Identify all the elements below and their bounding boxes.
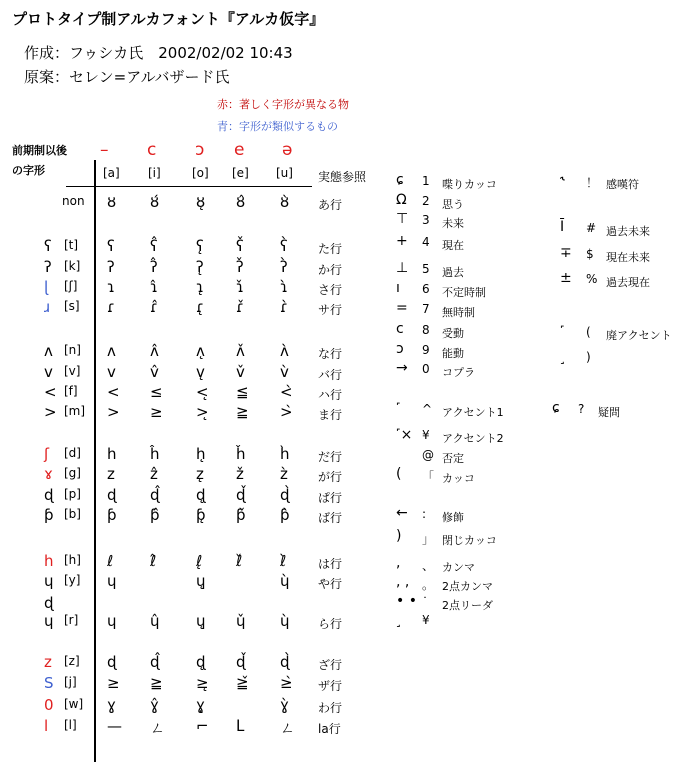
table-cell-glyph: ɖ̌: [236, 486, 246, 504]
legend-text: カンマ: [442, 561, 475, 574]
table-vertical-rule: [94, 160, 96, 762]
table-cell-glyph: h̀: [280, 445, 290, 463]
header-label-1: 前期制以後: [12, 144, 67, 157]
legend-glyph: ɕ: [396, 172, 404, 188]
table-cell-glyph: ɥ: [107, 572, 117, 590]
table-cell-glyph: ɥ: [107, 612, 117, 630]
row-label: [n]: [64, 343, 81, 357]
row-reference: は行: [318, 557, 343, 571]
old-glyph: S: [44, 674, 54, 692]
table-cell-glyph: ʕ̀: [280, 237, 288, 255]
legend-symbol: 。: [422, 578, 435, 592]
table-cell-glyph: ɿ̂: [150, 278, 158, 296]
legend-symbol: 」: [422, 532, 435, 546]
table-cell-glyph: z̀: [280, 465, 288, 483]
table-cell-glyph: ɾ̀: [280, 298, 288, 316]
old-glyph: ʃ: [44, 445, 50, 463]
legend-glyph: ˹×: [396, 427, 413, 443]
table-cell-glyph: ℓ̌: [236, 552, 243, 570]
legend-glyph: ⊤: [396, 211, 409, 227]
table-cell-glyph: ≥: [107, 674, 120, 692]
table-cell-glyph: <̀: [280, 383, 293, 401]
legend-symbol: 0: [422, 362, 430, 376]
table-cell-glyph: ɥ̂: [150, 612, 160, 630]
row-label: non: [62, 194, 85, 208]
note-red: 赤：著しく字形が異なる物: [217, 98, 349, 111]
legend-text: 能動: [442, 347, 464, 360]
legend-glyph: Ī: [560, 219, 565, 235]
table-cell-glyph: ɿ̨: [196, 278, 204, 296]
table-cell-glyph: ɿ̌: [236, 278, 244, 296]
table-cell-glyph: ɖ̌: [236, 653, 246, 671]
table-cell-glyph: ɖ̀: [280, 653, 290, 671]
table-cell-glyph: ≧: [150, 674, 163, 692]
row-reference: ぱ行: [318, 491, 343, 505]
legend-text: 未来: [442, 217, 464, 230]
legend-symbol: #: [586, 221, 597, 235]
table-cell-glyph: ⌐: [196, 717, 209, 735]
table-cell-glyph: ɣ: [107, 696, 116, 714]
legend-symbol: %: [586, 272, 598, 286]
table-cell-glyph: ʌ̀: [280, 342, 289, 360]
old-glyph: h: [44, 552, 54, 570]
old-glyph: l: [44, 717, 49, 735]
table-cell-glyph: ʔ̌: [236, 258, 244, 276]
table-cell-glyph: ɣ̨: [196, 696, 205, 714]
table-cell-glyph: ĥ: [150, 445, 160, 463]
table-cell-glyph: ȣ̀: [280, 193, 290, 211]
table-cell-glyph: v̨: [196, 363, 205, 381]
reference-header: 実態参照: [318, 170, 367, 184]
table-cell-glyph: h̨: [196, 445, 206, 463]
table-cell-glyph: ɖ̀: [280, 486, 290, 504]
row-reference: わ行: [318, 701, 343, 715]
row-label: [k]: [64, 259, 81, 273]
table-cell-glyph: ℓ̂: [150, 552, 157, 570]
legend-symbol: 「: [422, 470, 435, 484]
row-reference: だ行: [318, 450, 343, 464]
row-reference: ハ行: [318, 388, 343, 402]
legend-text: 廃アクセント: [606, 329, 672, 342]
table-cell-glyph: z: [107, 465, 115, 483]
table-cell-glyph: ʕ: [107, 237, 115, 255]
legend-symbol: 8: [422, 323, 430, 337]
row-label: [m]: [64, 404, 86, 418]
table-cell-glyph: ≥̀: [280, 674, 293, 692]
table-cell-glyph: ʔ̂: [150, 258, 158, 276]
table-cell-glyph: ɾ̌: [236, 298, 244, 316]
vowel-label-o: [o]: [192, 166, 209, 180]
row-reference: サ行: [318, 303, 343, 317]
old-glyph: <: [44, 383, 57, 401]
legend-symbol: 3: [422, 213, 430, 227]
legend-glyph: ɕ: [552, 400, 560, 416]
row-label: [j]: [64, 675, 77, 689]
legend-glyph: ˼: [396, 612, 401, 628]
legend-glyph: ı: [396, 280, 400, 296]
table-cell-glyph: ɖ: [107, 486, 117, 504]
table-cell-glyph: ≧: [236, 403, 249, 421]
row-label: [s]: [64, 299, 80, 313]
vowel-glyph-e: e: [234, 140, 245, 160]
old-glyph: ʕ: [44, 237, 52, 255]
table-cell-glyph: ≧̌: [236, 674, 249, 692]
table-cell-glyph: ȣ̨: [196, 193, 206, 211]
table-cell-glyph: ≤: [150, 383, 163, 401]
legend-text: 修飾: [442, 511, 464, 524]
table-cell-glyph: ž: [236, 465, 244, 483]
legend-symbol: @: [422, 448, 434, 462]
legend-glyph: =: [396, 300, 408, 316]
legend-text: 過去未来: [606, 225, 650, 238]
legend-text: 過去現在: [606, 276, 650, 289]
row-label: [f]: [64, 384, 78, 398]
row-label: [w]: [64, 697, 84, 711]
table-cell-glyph: ȣ́: [150, 193, 160, 211]
old-glyph: ɹ: [44, 298, 51, 316]
row-label: [b]: [64, 507, 81, 521]
legend-text: 閉じカッコ: [442, 534, 497, 547]
note-blue: 青：字形が類似するもの: [217, 120, 338, 133]
legend-text: 受動: [442, 327, 464, 340]
table-cell-glyph: ʔ̨: [196, 258, 204, 276]
table-cell-glyph: ʌ̂: [150, 342, 159, 360]
legend-glyph: ): [396, 528, 402, 544]
vowel-glyph-i: c: [147, 140, 157, 160]
row-label: [r]: [64, 613, 79, 627]
vowel-glyph-u: ə: [282, 140, 293, 160]
row-label: [h]: [64, 553, 81, 567]
row-label: [d]: [64, 446, 81, 460]
table-cell-glyph: ɖ̨: [196, 653, 206, 671]
legend-text: コプラ: [442, 366, 475, 379]
legend-glyph: ⊥: [396, 260, 409, 276]
table-cell-glyph: ʌ̌: [236, 342, 245, 360]
table-cell-glyph: ɣ̂: [150, 696, 159, 714]
old-glyph: ʔ: [44, 258, 52, 276]
legend-glyph: , ,: [396, 574, 410, 590]
table-cell-glyph: >̨: [196, 403, 209, 421]
legend-symbol: ?: [578, 402, 585, 416]
row-reference: さ行: [318, 283, 343, 297]
row-reference: ら行: [318, 617, 343, 631]
table-cell-glyph: ㄥ: [150, 719, 166, 737]
row-reference: ば行: [318, 511, 343, 525]
legend-glyph: ,: [396, 555, 401, 571]
legend-text: 思う: [442, 198, 464, 211]
old-glyph: ɥ: [44, 572, 54, 590]
table-cell-glyph: ɖ̂: [150, 486, 160, 504]
legend-glyph: →: [396, 360, 408, 376]
table-cell-glyph: ㄥ: [280, 719, 296, 737]
table-cell-glyph: z̨: [196, 465, 204, 483]
vowel-label-a: [a]: [103, 166, 120, 180]
old-glyph: ƥ: [44, 506, 54, 524]
row-label: [p]: [64, 487, 81, 501]
legend-text: 現在: [442, 239, 464, 252]
table-cell-glyph: ≥̨: [196, 674, 209, 692]
row-reference: あ行: [318, 198, 343, 212]
table-cell-glyph: ℓ: [107, 552, 114, 570]
row-reference: か行: [318, 263, 343, 277]
old-glyph: z: [44, 653, 52, 671]
table-cell-glyph: ʕ̌: [236, 237, 244, 255]
row-label: [v]: [64, 364, 81, 378]
legend-symbol: (: [586, 325, 591, 339]
vowel-glyph-o: ɔ: [195, 140, 205, 160]
row-label: [g]: [64, 466, 81, 480]
row-reference: や行: [318, 577, 343, 591]
old-glyph: >: [44, 403, 57, 421]
table-cell-glyph: ʕ̨: [196, 237, 204, 255]
legend-symbol: 7: [422, 302, 430, 316]
row-label: [ʃ]: [64, 279, 78, 293]
table-cell-glyph: ɖ̨: [196, 486, 206, 504]
legend-symbol: ^: [422, 402, 433, 416]
old-glyph: ɤ: [44, 465, 53, 483]
legend-text: 現在未来: [606, 251, 650, 264]
table-cell-glyph: ẑ: [150, 465, 158, 483]
old-glyph: ɖ: [44, 486, 54, 504]
old-glyph: ɖ: [44, 594, 54, 612]
old-glyph: ɭ: [44, 278, 49, 296]
table-cell-glyph: v: [107, 363, 116, 381]
legend-text: カッコ: [442, 472, 475, 485]
legend-symbol: ¥: [422, 428, 430, 442]
table-cell-glyph: ɥ̨: [196, 612, 206, 630]
table-cell-glyph: ɾ: [107, 298, 115, 316]
row-label: [z]: [64, 654, 80, 668]
row-reference: ザ行: [318, 679, 343, 693]
legend-text: 否定: [442, 452, 464, 465]
legend-text: アクセント2: [442, 432, 504, 445]
table-cell-glyph: ≦: [236, 383, 249, 401]
vowel-label-e: [e]: [232, 166, 249, 180]
row-reference: ま行: [318, 408, 343, 422]
table-cell-glyph: ᒪ: [236, 717, 245, 735]
table-cell-glyph: ɖ̂: [150, 653, 160, 671]
old-glyph: v: [44, 363, 53, 381]
table-cell-glyph: ʕ̂: [150, 237, 158, 255]
legend-glyph: ˹: [396, 401, 401, 417]
legend-symbol: ¥: [422, 613, 430, 627]
old-glyph: ʌ: [44, 342, 53, 360]
table-cell-glyph: ƥ̂: [150, 506, 160, 524]
old-glyph: 0: [44, 696, 54, 714]
table-cell-glyph: >̀: [280, 403, 293, 421]
legend-symbol: ): [586, 350, 591, 364]
table-cell-glyph: ɾ̂: [150, 298, 158, 316]
table-cell-glyph: ʔ: [107, 258, 115, 276]
legend-symbol: 4: [422, 235, 430, 249]
legend-symbol: 2: [422, 194, 430, 208]
header-label-2: の字形: [12, 164, 45, 177]
legend-text: 疑問: [598, 406, 620, 419]
legend-text: 過去: [442, 266, 464, 279]
vowel-label-i: [i]: [148, 166, 161, 180]
table-cell-glyph: ʌ̨: [196, 342, 205, 360]
legend-glyph: ∓: [560, 245, 572, 261]
row-reference: バ行: [318, 368, 343, 382]
legend-symbol: 6: [422, 282, 430, 296]
row-reference: な行: [318, 347, 343, 361]
table-cell-glyph: ɿ̀: [280, 278, 288, 296]
page-title: プロトタイプ制アルカフォント『アルカ仮字』: [12, 10, 325, 28]
table-cell-glyph: <: [107, 383, 120, 401]
table-cell-glyph: ƥ̨: [196, 506, 206, 524]
legend-symbol: 1: [422, 174, 430, 188]
table-cell-glyph: ƥ̀: [280, 506, 290, 524]
legend-glyph: ˞: [560, 172, 565, 188]
legend-glyph: ±: [560, 270, 572, 286]
legend-text: 2点カンマ: [442, 580, 493, 593]
table-cell-glyph: ƥ: [107, 506, 117, 524]
legend-glyph: c: [396, 321, 404, 337]
author-line: 作成：フゥシカ氏 2002/02/02 10:43: [24, 44, 293, 62]
legend-glyph: ←: [396, 505, 408, 521]
table-cell-glyph: ɥ̀: [280, 612, 290, 630]
table-cell-glyph: ≥: [150, 403, 163, 421]
row-label: [t]: [64, 238, 79, 252]
row-reference: la行: [318, 722, 341, 736]
table-cell-glyph: ɖ: [107, 653, 117, 671]
legend-symbol: 5: [422, 262, 430, 276]
table-horizontal-rule: [66, 186, 312, 187]
table-cell-glyph: >: [107, 403, 120, 421]
legend-glyph: +: [396, 233, 408, 249]
old-glyph: ɥ: [44, 612, 54, 630]
table-cell-glyph: ℓ̀: [280, 552, 287, 570]
table-cell-glyph: ɥ̨: [196, 572, 206, 590]
legend-symbol: ˙: [422, 595, 428, 609]
table-cell-glyph: v̌: [236, 363, 245, 381]
legend-text: アクセント1: [442, 406, 504, 419]
legend-text: 2点リーダ: [442, 599, 493, 612]
legend-text: 喋りカッコ: [442, 178, 497, 191]
table-cell-glyph: ɣ̀: [280, 696, 289, 714]
table-cell-glyph: ȣ: [107, 193, 117, 211]
legend-symbol: :: [422, 507, 427, 521]
table-cell-glyph: ℓ̨: [196, 552, 203, 570]
row-reference: ざ行: [318, 658, 343, 672]
legend-glyph: ˹: [560, 324, 565, 340]
legend-symbol: 9: [422, 343, 430, 357]
legend-glyph: ˼: [560, 349, 565, 365]
legend-glyph: • •: [396, 593, 417, 609]
table-cell-glyph: v̂: [150, 363, 159, 381]
table-cell-glyph: <̨: [196, 383, 209, 401]
legend-glyph: (: [396, 466, 402, 482]
legend-symbol: $: [586, 247, 594, 261]
legend-glyph: Ω: [396, 192, 407, 208]
row-label: [l]: [64, 718, 77, 732]
legend-symbol: ！: [586, 176, 599, 190]
table-cell-glyph: —: [107, 717, 122, 735]
table-cell-glyph: ɥ̌: [236, 612, 246, 630]
row-reference: が行: [318, 470, 343, 484]
origin-line: 原案：セレン=アルバザード氏: [24, 68, 230, 86]
table-cell-glyph: ƥ̌: [236, 506, 246, 524]
legend-text: 無時制: [442, 306, 475, 319]
table-cell-glyph: v̀: [280, 363, 289, 381]
legend-text: 不定時制: [442, 286, 486, 299]
table-cell-glyph: ɿ: [107, 278, 115, 296]
table-cell-glyph: ȣ̂: [236, 193, 246, 211]
vowel-label-u: [u]: [276, 166, 293, 180]
table-cell-glyph: ʌ: [107, 342, 116, 360]
vowel-glyph-a: –: [100, 140, 109, 160]
row-reference: た行: [318, 242, 343, 256]
legend-text: 感嘆符: [606, 178, 639, 191]
row-label: [y]: [64, 573, 81, 587]
table-cell-glyph: ɥ̀: [280, 572, 290, 590]
table-cell-glyph: h: [107, 445, 117, 463]
legend-glyph: ɔ: [396, 341, 404, 357]
table-cell-glyph: ȟ: [236, 445, 246, 463]
table-cell-glyph: ɾ̨: [196, 298, 204, 316]
legend-symbol: 、: [422, 559, 435, 573]
table-cell-glyph: ʔ̀: [280, 258, 288, 276]
